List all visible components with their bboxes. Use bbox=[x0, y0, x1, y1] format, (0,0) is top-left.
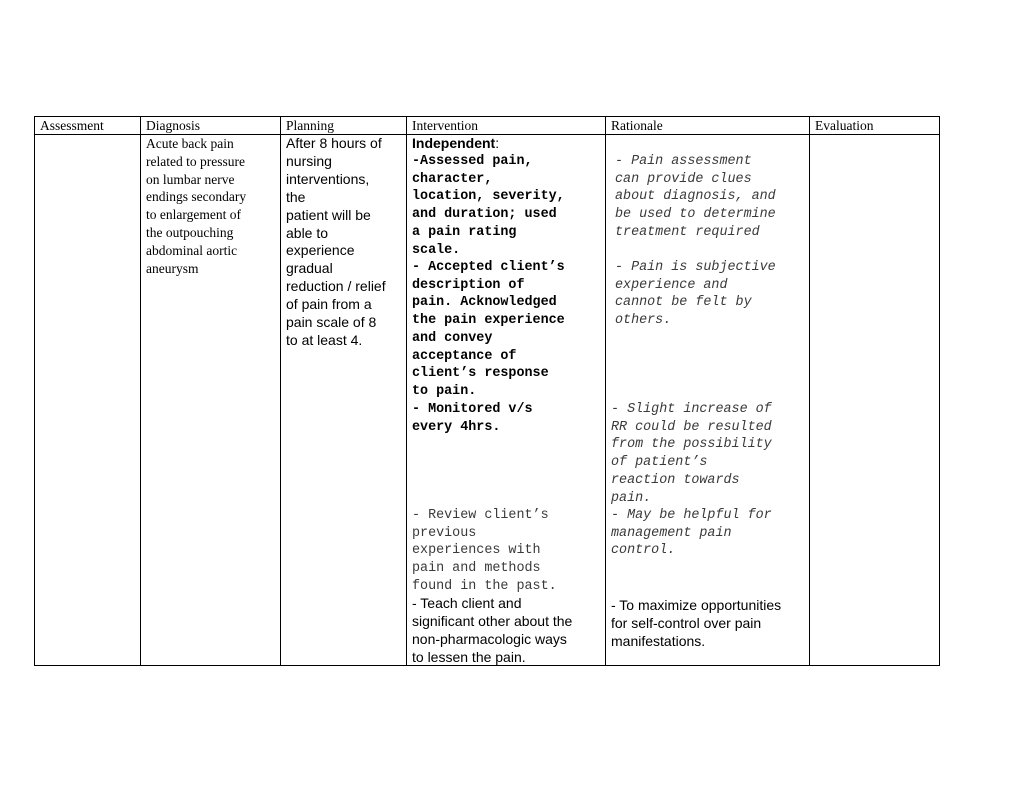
header-row bbox=[35, 117, 940, 135]
intervention-heading-label: Independent bbox=[412, 135, 496, 151]
header-intervention: Intervention bbox=[407, 117, 606, 135]
rationale-cell bbox=[606, 135, 810, 666]
header-evaluation: Evaluation bbox=[810, 117, 940, 135]
intervention-cell bbox=[407, 135, 606, 666]
rationale-pain-control: - May be helpful for management pain control. bbox=[611, 508, 772, 559]
diagnosis-text: Acute back pain related to pressure on lumbar nerve endings secondary to enlargement of the outpouching abdominal aortic aneurysm bbox=[146, 136, 247, 276]
rationale-rr-increase: - Slight increase of RR could be resulted from the possibility of patient’s reaction towards pain. bbox=[611, 402, 772, 506]
planning-text: After 8 hours of nursing interventions, the patient will be able to experience gradual reduction / relief of pain from a pain scale of 8 to at least 4. bbox=[286, 135, 386, 348]
rationale-pain-subjective: - Pain is subjective experience and cannot be felt by others. bbox=[615, 260, 776, 329]
rationale-self-control: - To maximize opportunities for self-control over pain manifestations. bbox=[611, 597, 782, 649]
intervention-accept-description: - Accepted client’s description of pain. Acknowledged the pain experience and convey acceptance of client’s response to pain. bbox=[412, 260, 565, 399]
care-plan-row bbox=[35, 135, 940, 666]
evaluation-cell bbox=[810, 135, 940, 666]
intervention-review-experiences: - Review client’s previous experiences with pain and methods found in the past. bbox=[412, 508, 557, 594]
nursing-care-plan-table bbox=[34, 116, 940, 666]
diagnosis-cell bbox=[141, 135, 281, 666]
header-assessment: Assessment bbox=[35, 117, 141, 135]
intervention-assess-pain: -Assessed pain, character, location, severity, and duration; used a pain rating scale. bbox=[412, 154, 565, 258]
header-diagnosis: Diagnosis bbox=[141, 117, 281, 135]
intervention-monitor-vitals: - Monitored v/s every 4hrs. bbox=[412, 402, 533, 435]
intervention-teach-client: - Teach client and significant other about the non-pharmacologic ways to lessen the pain. bbox=[412, 595, 573, 665]
header-rationale: Rationale bbox=[606, 117, 810, 135]
intervention-heading bbox=[412, 135, 603, 153]
rationale-pain-assessment: - Pain assessment can provide clues about diagnosis, and be used to determine treatment required bbox=[615, 154, 776, 240]
assessment-cell bbox=[35, 135, 141, 666]
intervention-heading-colon: : bbox=[495, 135, 500, 151]
planning-cell bbox=[281, 135, 407, 666]
header-planning: Planning bbox=[281, 117, 407, 135]
